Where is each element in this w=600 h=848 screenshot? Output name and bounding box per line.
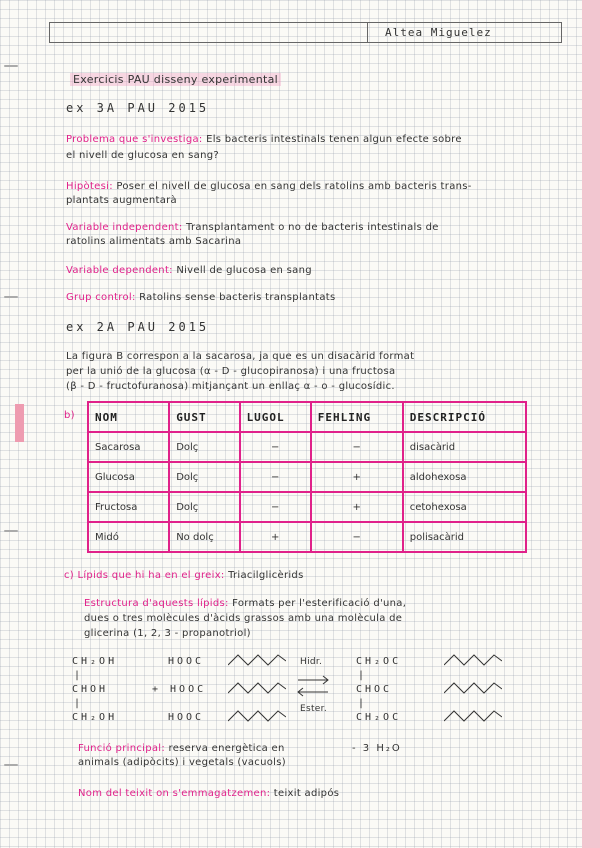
structure-text-3: glicerina (1, 2, 3 - propanotriol) — [84, 628, 251, 639]
glycerol-c3: CH₂OH — [72, 712, 118, 723]
page-title: Exercicis PAU disseny experimental — [70, 73, 281, 86]
control-line — [66, 292, 335, 303]
structure-text-1: Formats per l'esterificació d'una, — [232, 598, 407, 609]
name-box-divider — [367, 23, 368, 42]
triglyceride-c2: CHOC — [356, 684, 393, 695]
esterification-label: Ester. — [300, 704, 327, 714]
binder-hole — [4, 764, 18, 766]
ester-chain-2 — [444, 681, 502, 695]
cell-descripcio: cetohexosa — [403, 492, 526, 522]
header-descripcio: DESCRIPCIÓ — [403, 402, 526, 432]
independent-text-2: ratolins alimentats amb Sacarina — [66, 236, 242, 247]
part-c-answer: Triacilglicèrids — [228, 570, 304, 581]
header-lugol: LUGOL — [240, 402, 311, 432]
cell-fehling: + — [311, 492, 403, 522]
cell-nom: Glucosa — [88, 462, 169, 492]
structure-text-2: dues o tres molècules d'àcids grassos amb una molècula de — [84, 613, 403, 624]
student-name: Altea Miguelez — [385, 26, 492, 39]
ester-chain-1 — [444, 653, 502, 667]
independent-line-1 — [66, 222, 439, 233]
table-header-row — [88, 402, 526, 432]
fatty-chain-1 — [228, 653, 286, 667]
function-text-1: reserva energètica en — [168, 743, 285, 754]
cell-gust: Dolç — [169, 432, 239, 462]
cell-nom: Fructosa — [88, 492, 169, 522]
cell-fehling: − — [311, 432, 403, 462]
function-label: Funció principal: — [78, 743, 166, 754]
part-c-label: c) Lípids que hi ha en el greix: — [64, 570, 225, 581]
problem-text-2: el nivell de glucosa en sang? — [66, 150, 220, 161]
dependent-label: Variable dependent: — [66, 265, 173, 276]
cell-descripcio: aldohexosa — [403, 462, 526, 492]
intro-line-3: (β - D - fructofuranosa) mitjançant un enllaç α - o - glucosídic. — [66, 381, 395, 392]
part-b-label: b) — [64, 410, 75, 421]
cell-gust: Dolç — [169, 492, 239, 522]
binder-hole — [4, 65, 18, 67]
cell-lugol: + — [240, 522, 311, 552]
problem-line-1 — [66, 134, 462, 145]
tissue-line — [78, 788, 339, 799]
control-label: Grup control: — [66, 292, 136, 303]
hydrolysis-label: Hidr. — [300, 657, 323, 667]
intro-line-2: per la unió de la glucosa (α - D - glucopiranosa) i una fructosa — [66, 366, 396, 377]
control-text: Ratolins sense bacteris transplantats — [139, 292, 336, 303]
ex2-heading: ex 2A PAU 2015 — [66, 320, 210, 334]
sugars-table — [87, 401, 527, 553]
hypothesis-text-1: Poser el nivell de glucosa en sang dels ratolins amb bacteris trans- — [116, 181, 472, 192]
bond-line: | — [74, 698, 84, 709]
ester-chain-3 — [444, 709, 502, 723]
pink-margin-strip — [582, 0, 600, 848]
cell-gust: Dolç — [169, 462, 239, 492]
function-text-2: animals (adipòcits) i vegetals (vacuols) — [78, 757, 286, 768]
cell-descripcio: polisacàrid — [403, 522, 526, 552]
problem-label: Problema que s'investiga: — [66, 134, 203, 145]
cell-lugol: − — [240, 462, 311, 492]
part-c-line — [64, 570, 304, 581]
tissue-text: teixit adipós — [273, 788, 340, 799]
bond-line: | — [74, 670, 84, 681]
table-row — [88, 462, 526, 492]
hypothesis-text-2: plantats augmentarà — [66, 195, 177, 206]
cell-gust: No dolç — [169, 522, 239, 552]
acid-1: HOOC — [168, 656, 205, 667]
table-row — [88, 432, 526, 462]
cell-lugol: − — [240, 432, 311, 462]
cell-nom: Midó — [88, 522, 169, 552]
cell-lugol: − — [240, 492, 311, 522]
ex3-heading: ex 3A PAU 2015 — [66, 101, 210, 115]
acid-2: + HOOC — [152, 684, 207, 695]
fatty-chain-2 — [228, 681, 286, 695]
water-released: - 3 H₂O — [352, 743, 402, 754]
dependent-text: Nivell de glucosa en sang — [176, 265, 312, 276]
equilibrium-arrows-icon — [294, 672, 334, 702]
structure-label: Estructura d'aquests lípids: — [84, 598, 229, 609]
triglyceride-c3: CH₂OC — [356, 712, 402, 723]
independent-text-1: Transplantament o no de bacteris intestinals de — [186, 222, 439, 233]
binder-hole — [4, 530, 18, 532]
triglyceride-c1: CH₂OC — [356, 656, 402, 667]
dependent-line — [66, 265, 312, 276]
table-row — [88, 492, 526, 522]
independent-label: Variable independent: — [66, 222, 183, 233]
binder-hole — [4, 296, 18, 298]
bond-line: | — [358, 670, 368, 681]
header-fehling: FEHLING — [311, 402, 403, 432]
problem-text-1: Els bacteris intestinals tenen algun efecte sobre — [206, 134, 462, 145]
glycerol-c1: CH₂OH — [72, 656, 118, 667]
cell-fehling: + — [311, 462, 403, 492]
header-gust: GUST — [169, 402, 239, 432]
acid-3: HOOC — [168, 712, 205, 723]
page-tab — [15, 404, 24, 442]
structure-line-1 — [84, 598, 406, 609]
cell-fehling: − — [311, 522, 403, 552]
hypothesis-line-1 — [66, 181, 472, 192]
intro-line-1: La figura B correspon a la sacarosa, ja que es un disacàrid format — [66, 351, 415, 362]
bond-line: | — [358, 698, 368, 709]
hypothesis-label: Hipòtesi: — [66, 181, 113, 192]
glycerol-c2: CHOH — [72, 684, 109, 695]
name-box — [49, 22, 562, 43]
function-line-1 — [78, 743, 285, 754]
cell-descripcio: disacàrid — [403, 432, 526, 462]
fatty-chain-3 — [228, 709, 286, 723]
cell-nom: Sacarosa — [88, 432, 169, 462]
tissue-label: Nom del teixit on s'emmagatzemen: — [78, 788, 271, 799]
table-row — [88, 522, 526, 552]
header-nom: NOM — [88, 402, 169, 432]
